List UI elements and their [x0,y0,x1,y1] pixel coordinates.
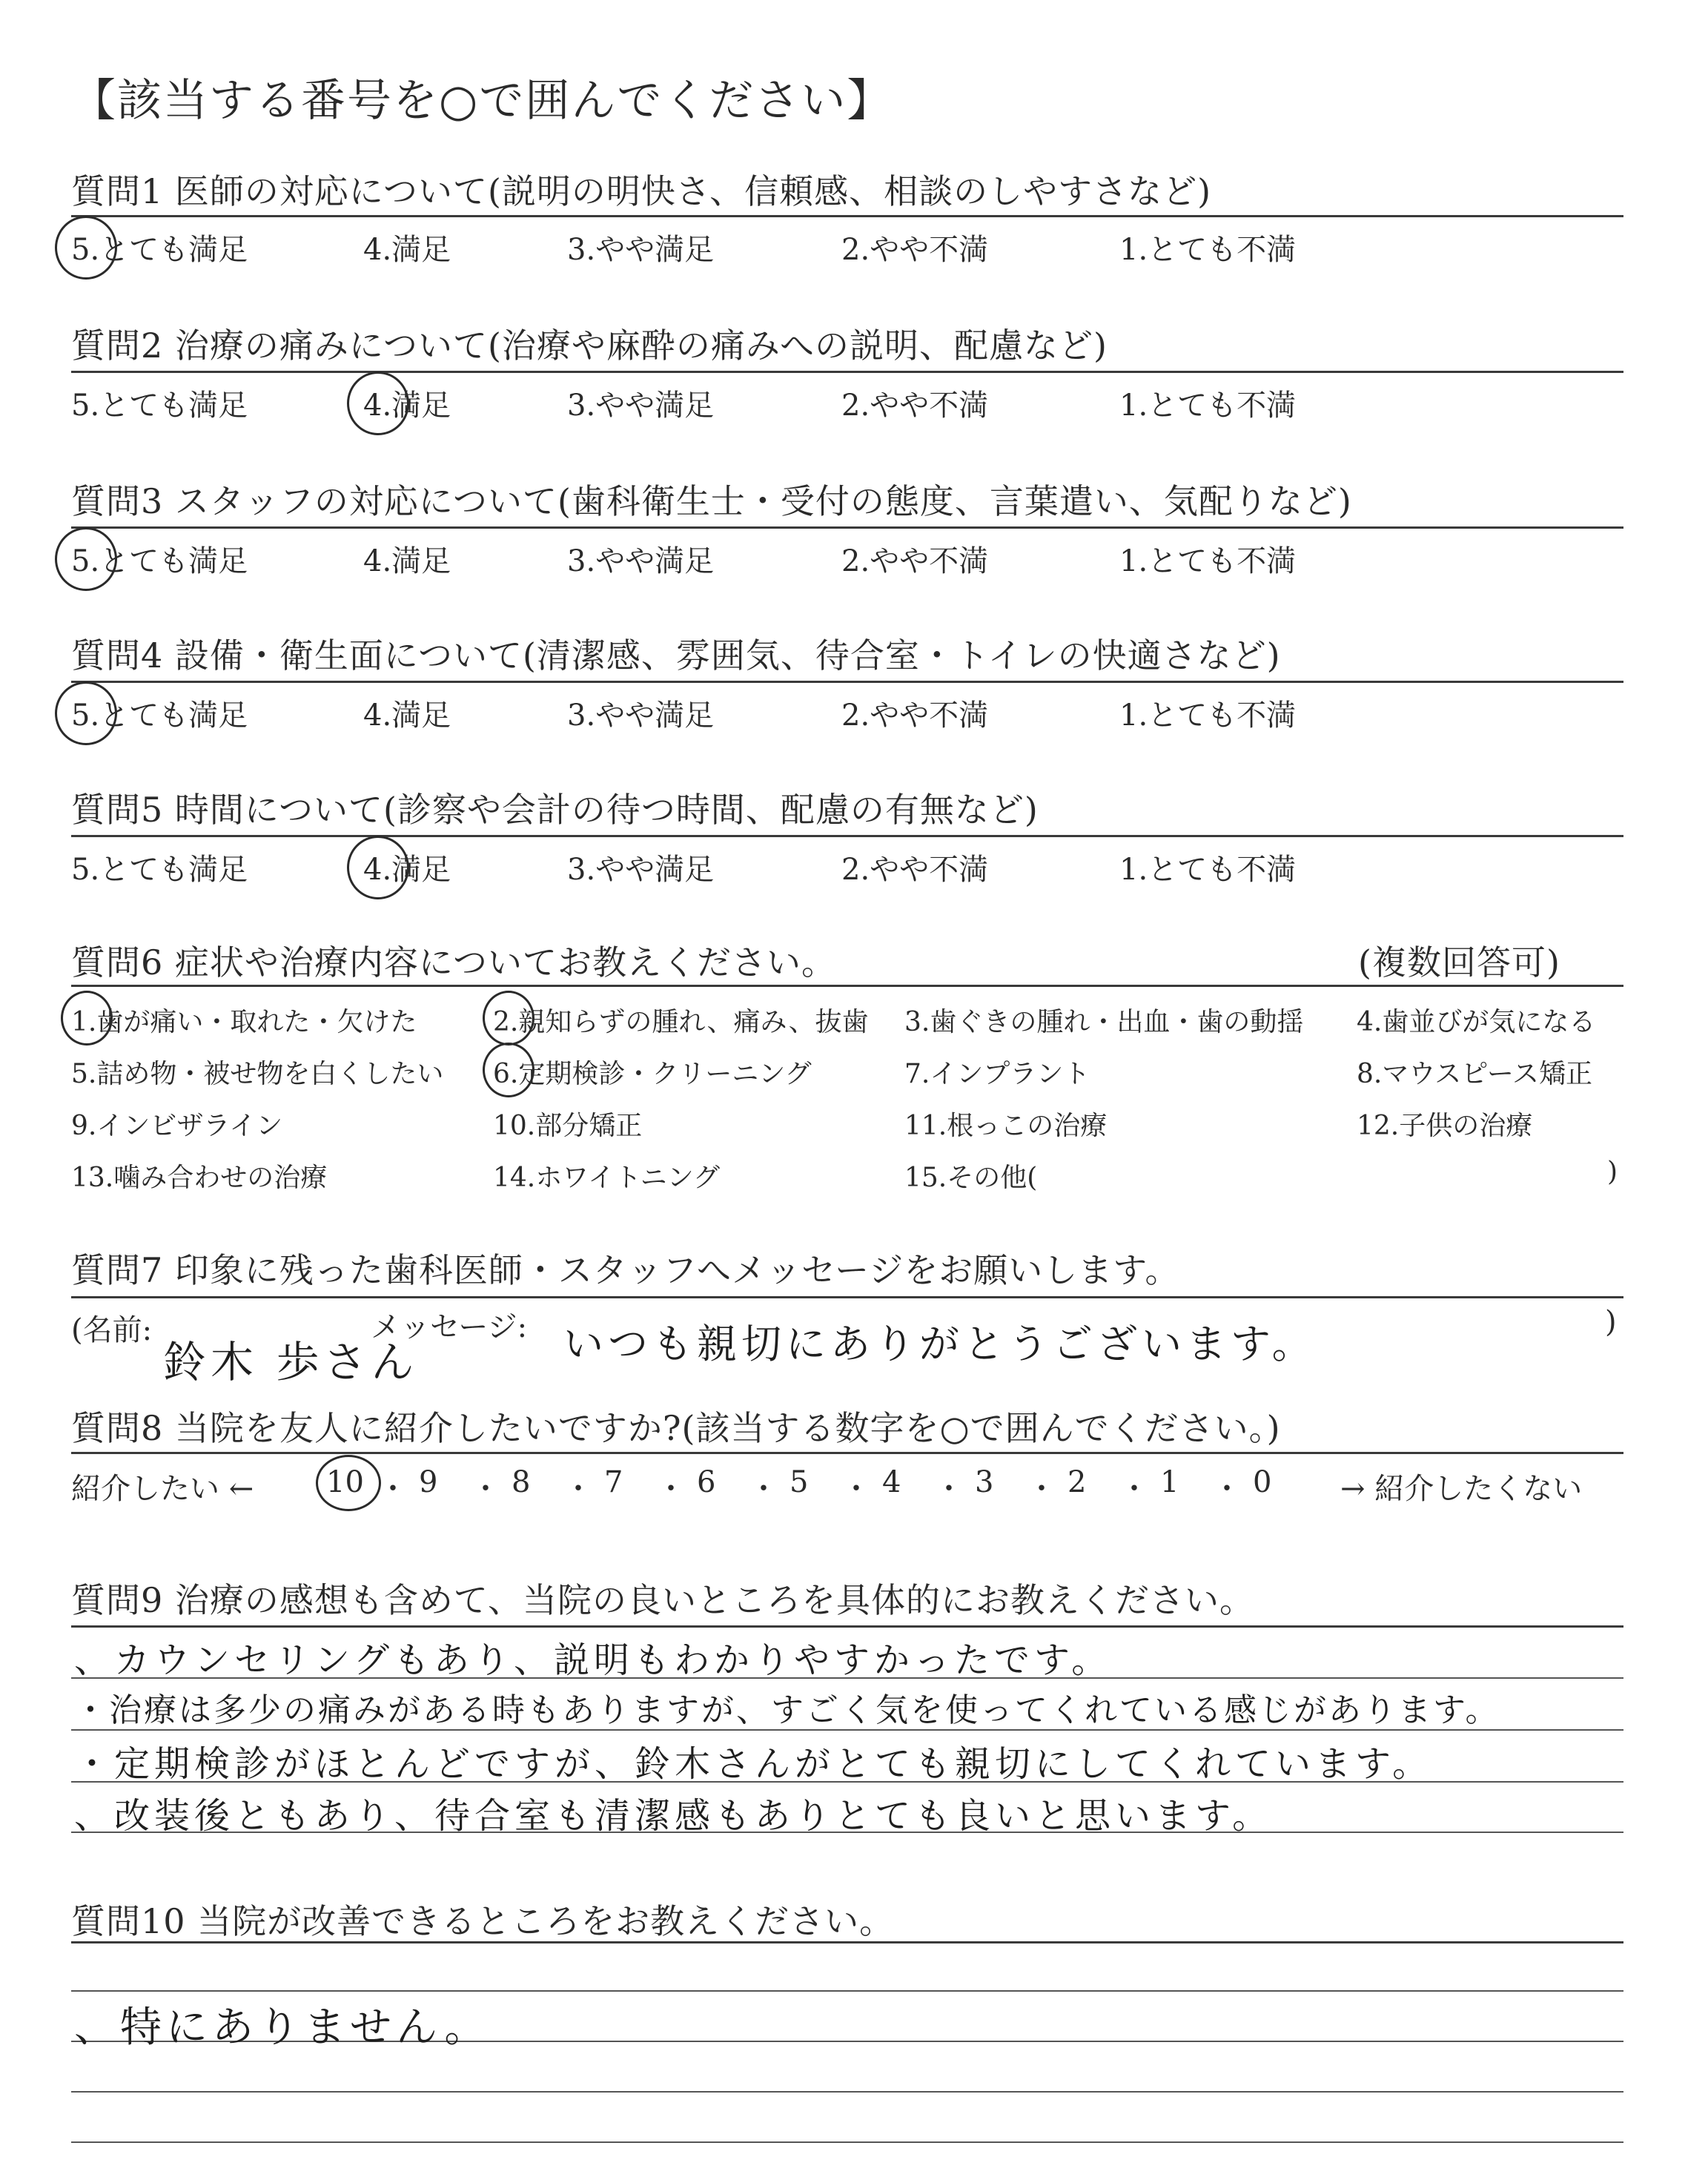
q4-option-5[interactable]: 5.とても満足 [71,698,248,733]
q3-selection-circle [55,527,117,591]
q8-scale-separator: ・ [841,1472,871,1506]
q10-rule [71,1941,1623,1943]
q8-selection-circle [316,1455,381,1511]
q7-title: 質問7 印象に残った歯科医師・スタッフへメッセージをお願いします。 [71,1250,1180,1290]
q3-option-2[interactable]: 2.やや不満 [841,544,989,578]
q8-scale-separator: ・ [934,1472,964,1506]
q9-answer-1[interactable]: 、カウンセリングもあり、説明もわかりやすかったです。 [74,1639,1112,1681]
form-heading: 【該当する番号を○で囲んでください】 [71,75,893,127]
q6-note: (複数回答可) [1358,942,1560,982]
q5-option-1[interactable]: 1.とても不満 [1119,853,1297,887]
q10-line-1 [71,1990,1623,1992]
q5-option-2[interactable]: 2.やや不満 [841,853,989,887]
q2-option-5[interactable]: 5.とても満足 [71,389,248,423]
q2-option-2[interactable]: 2.やや不満 [841,389,989,423]
q8-scale-5[interactable]: 5 [790,1465,809,1499]
q5-selection-circle [347,836,409,899]
q4-option-3[interactable]: 3.やや満足 [567,698,715,733]
q4-title: 質問4 設備・衛生面について(清潔感、雰囲気、待合室・トイレの快適さなど) [71,635,1281,676]
q2-rule [71,371,1623,373]
q8-title: 質問8 当院を友人に紹介したいですか?(該当する数字を○で囲んでください。) [71,1408,1281,1448]
q5-option-3[interactable]: 3.やや満足 [567,853,715,887]
q7-rule [71,1296,1623,1298]
q6-option-2[interactable]: 2.親知らずの腫れ、痛み、抜歯 [493,1007,869,1037]
q6-selection-circle [483,1043,534,1097]
q8-scale-7[interactable]: 7 [604,1465,623,1499]
q4-option-4[interactable]: 4.満足 [363,698,451,733]
q8-scale-4[interactable]: 4 [882,1465,901,1499]
q8-scale-separator: ・ [1027,1472,1056,1506]
q1-selection-circle [55,216,117,280]
q5-rule [71,835,1623,837]
q8-scale-10[interactable]: 10 [326,1465,364,1499]
q8-right-label: → 紹介したくない [1340,1472,1583,1506]
q10-title: 質問10 当院が改善できるところをお教えください。 [71,1901,895,1941]
q8-scale-separator: ・ [1119,1472,1149,1506]
q2-title: 質問2 治療の痛みについて(治療や麻酔の痛みへの説明、配慮など) [71,326,1108,366]
q6-option-13[interactable]: 13.噛み合わせの治療 [71,1163,328,1193]
q6-title: 質問6 症状や治療内容についてお教えください。 [71,942,836,982]
q6-option-8[interactable]: 8.マウスピース矯正 [1357,1059,1593,1089]
q4-selection-circle [55,681,117,745]
q1-option-4[interactable]: 4.満足 [363,233,451,267]
q2-option-4[interactable]: 4.満足 [363,389,451,423]
q2-option-1[interactable]: 1.とても不満 [1119,389,1297,423]
q8-scale-separator: ・ [471,1472,500,1506]
q9-rule [71,1625,1623,1628]
q8-scale-separator: ・ [1212,1472,1242,1506]
q3-rule [71,526,1623,529]
q8-scale-2[interactable]: 2 [1068,1465,1087,1499]
q8-left-label: 紹介したい ← [71,1472,254,1506]
q6-option-14[interactable]: 14.ホワイトニング [493,1163,721,1193]
q8-scale-8[interactable]: 8 [512,1465,531,1499]
q6-option-9[interactable]: 9.インビザライン [71,1111,283,1141]
q10-line-4 [71,2141,1623,2143]
q7-message-value[interactable]: いつも親切にありがとうございます。 [563,1321,1317,1367]
q10-line-3 [71,2091,1623,2093]
q8-scale-separator: ・ [749,1472,778,1506]
q6-option-4[interactable]: 4.歯並びが気になる [1357,1007,1596,1037]
q6-selection-circle [483,991,534,1046]
q1-option-2[interactable]: 2.やや不満 [841,233,989,267]
q6-option-1[interactable]: 1.歯が痛い・取れた・欠けた [71,1007,417,1037]
q8-scale-3[interactable]: 3 [975,1465,994,1499]
q6-option-12[interactable]: 12.子供の治療 [1357,1111,1533,1141]
q8-scale-6[interactable]: 6 [697,1465,716,1499]
q6-option-7[interactable]: 7.インプラント [904,1059,1090,1089]
q8-scale-separator: ・ [563,1472,593,1506]
q9-answer-3[interactable]: ・定期検診がほとんどですが、鈴木さんがとても親切にしてくれています。 [74,1743,1433,1785]
q6-option-11[interactable]: 11.根っこの治療 [904,1111,1108,1141]
q7-name-value[interactable]: 鈴木 歩さん [163,1337,419,1387]
q6-option-15[interactable]: 15.その他( [904,1163,1038,1193]
q8-scale-separator: ・ [378,1472,408,1506]
q2-selection-circle [347,371,409,435]
q4-option-1[interactable]: 1.とても不満 [1119,698,1297,733]
q1-title: 質問1 医師の対応について(説明の明快さ、信頼感、相談のしやすさなど) [71,171,1212,211]
q3-option-3[interactable]: 3.やや満足 [567,544,715,578]
q3-title: 質問3 スタッフの対応について(歯科衛生士・受付の態度、言葉遣い、気配りなど) [71,481,1352,521]
q9-title: 質問9 治療の感想も含めて、当院の良いところを具体的にお教えください。 [71,1580,1254,1620]
q2-option-3[interactable]: 3.やや満足 [567,389,715,423]
q7-close-paren: ) [1605,1305,1617,1339]
q6-option-10[interactable]: 10.部分矯正 [493,1111,643,1141]
q7-name-label: (名前: [71,1313,153,1347]
q6-rule [71,985,1623,987]
q1-option-1[interactable]: 1.とても不満 [1119,233,1297,267]
q1-rule [71,215,1623,217]
q8-scale-1[interactable]: 1 [1160,1465,1179,1499]
q6-option-5[interactable]: 5.詰め物・被せ物を白くしたい [71,1059,444,1089]
q6-other-close-paren: ) [1607,1157,1618,1187]
q9-answer-2[interactable]: ・治療は多少の痛みがある時もありますが、すごく気を使ってくれている感じがあります。 [74,1691,1500,1729]
q7-message-label: メッセージ: [371,1310,528,1344]
q4-option-2[interactable]: 2.やや不満 [841,698,989,733]
q3-option-5[interactable]: 5.とても満足 [71,544,248,578]
q6-option-3[interactable]: 3.歯ぐきの腫れ・出血・歯の動揺 [904,1007,1304,1037]
q8-scale-separator: ・ [656,1472,686,1506]
q3-option-4[interactable]: 4.満足 [363,544,451,578]
q1-option-5[interactable]: 5.とても満足 [71,233,248,267]
q10-answer[interactable]: 、特にありません。 [74,2004,491,2052]
q6-option-6[interactable]: 6.定期検診・クリーニング [493,1059,812,1089]
q5-option-4[interactable]: 4.満足 [363,853,451,887]
q8-scale-9[interactable]: 9 [419,1465,438,1499]
q9-answer-4[interactable]: 、改装後ともあり、待合室も清潔感もありとても良いと思います。 [74,1795,1273,1837]
q1-option-3[interactable]: 3.やや満足 [567,233,715,267]
q5-title: 質問5 時間について(診察や会計の待つ時間、配慮の有無など) [71,790,1039,830]
q5-option-5[interactable]: 5.とても満足 [71,853,248,887]
q4-rule [71,681,1623,683]
q6-selection-circle [61,991,113,1046]
q8-rule [71,1452,1623,1454]
q8-scale-0[interactable]: 0 [1253,1465,1272,1499]
q3-option-1[interactable]: 1.とても不満 [1119,544,1297,578]
